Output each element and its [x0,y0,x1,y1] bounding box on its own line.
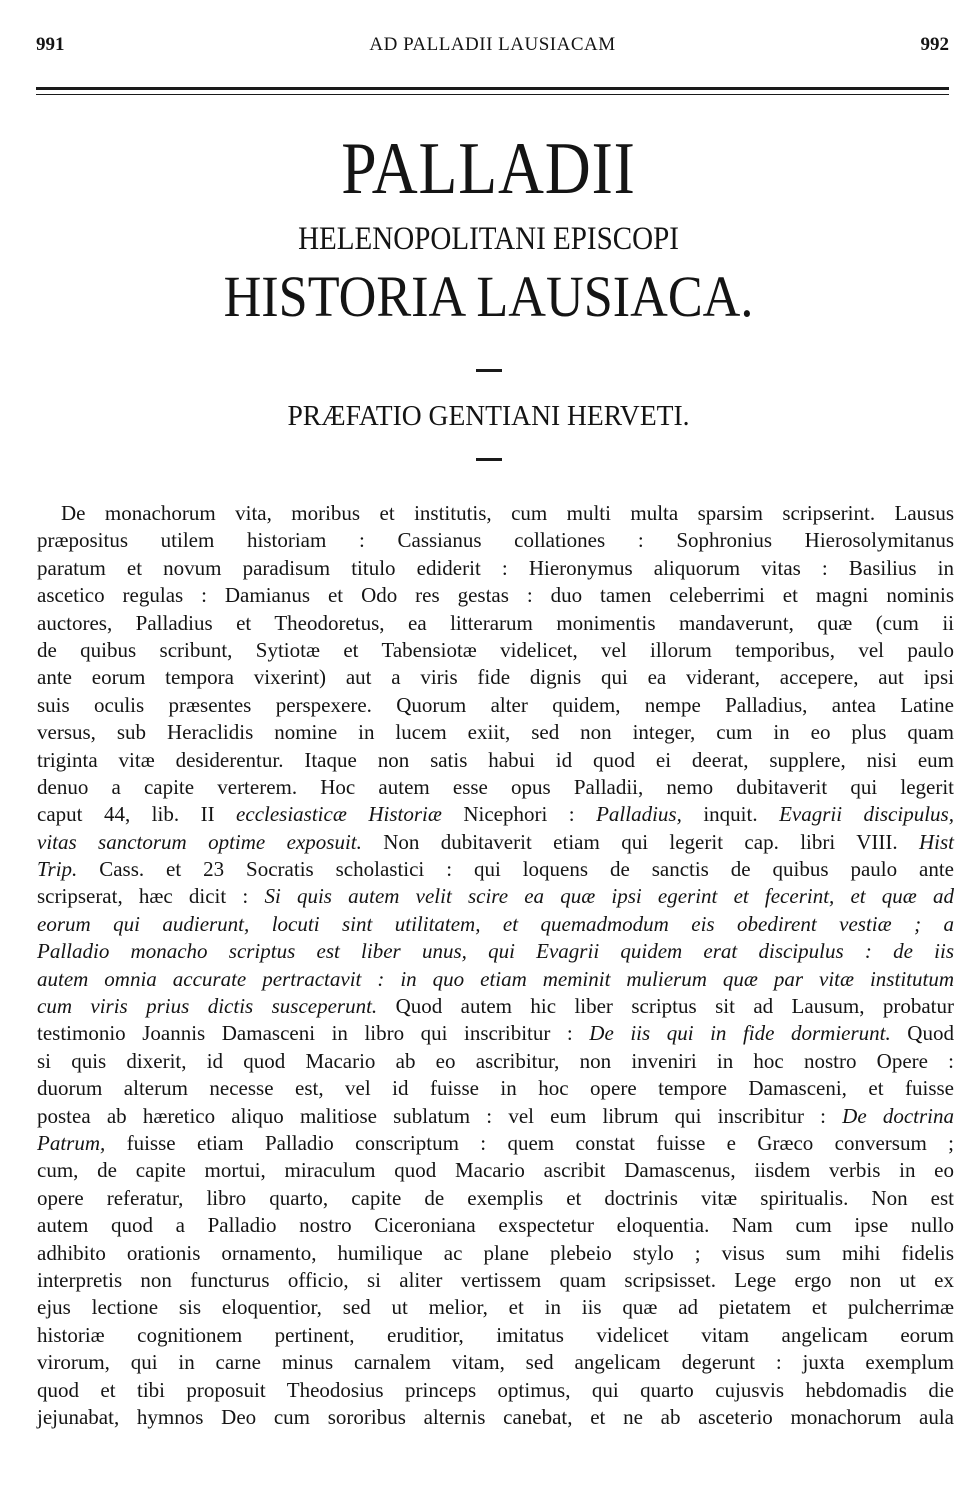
text-line [37,527,954,554]
text-segment: de quibus scribunt, Sytiotæ et Tabensiotæ videlicet, vel illorum temporibus, vel paulo [37,637,954,662]
text-line [37,1157,954,1184]
text-segment: inquit. [681,802,780,827]
text-line [37,883,954,910]
text-segment: postea ab hæretico aliquo malitiose sublatum : vel eum librum qui inscribitur : [37,1103,843,1128]
text-segment: adhibito orationis ornamento, humilique ac plane plebeio stylo ; visus sum mihi fidelis [37,1240,954,1265]
text-line [37,692,954,719]
text-line [37,1103,954,1130]
text-segment: Nicephori : [441,802,597,827]
text-line [37,500,954,527]
author-subtitle: HELENOPOLITANI EPISCOPI [298,221,679,257]
text-segment: ascetico regulas : Damianus et Odo res gestas : duo tamen celeberrimi et magni nominis [37,583,954,608]
text-segment: Cass. et 23 Socratis scholastici : qui loquens de sanctis de quibus paulo ante [77,857,954,882]
text-segment: jejunabat, hymnos Deo cum sororibus alternis canebat, et ne ab asceterio monachorum aula [37,1404,954,1429]
text-segment: fuisse etiam Palladio conscriptum : quem constat fuisse e Græco conversum ; [105,1130,954,1155]
text-segment: virorum, qui in carne minus carnalem vitam, sed angelicam degerunt : juxta exemplum [37,1350,954,1375]
text-line [37,966,954,993]
text-line [37,774,954,801]
text-line [37,582,954,609]
left-column-number: 991 [36,34,65,55]
italic-text: Evagrii discipulus, [779,802,954,827]
text-segment: ejus lectione sis eloquentior, sed ut melior, et in iis quæ ad pietatem et pulcherrimæ [37,1295,954,1320]
text-line [37,1185,954,1212]
text-line [37,1075,954,1102]
italic-text: vitas sanctorum optime exposuit. [37,829,362,854]
title-dash [476,369,502,372]
header-rule-thin [36,94,949,95]
text-line [37,1349,954,1376]
text-line [37,829,954,856]
text-line [37,637,954,664]
text-segment: suis oculis præsentes perspexere. Quorum alter quidem, nempe Palladius, antea Latine [37,692,954,717]
preface-body [37,500,954,1431]
text-line [37,1294,954,1321]
text-segment: auctores, Palladius et Theodoretus, ea litterarum monimentis mandaverunt, quæ (cum ii [37,610,954,635]
title-block [0,128,977,330]
text-segment: triginta vitæ desiderentur. Itaque non satis habui id quod ei deerat, supplere, nisi eum [37,747,954,772]
text-line [37,664,954,691]
text-line [37,1130,954,1157]
text-line [37,1322,954,1349]
text-line [37,1404,954,1431]
text-line [37,610,954,637]
author-title: PALLADII [341,128,636,210]
italic-text: Patrum, [37,1130,106,1155]
text-segment: quod et tibi proposuit Theodosius princeps optimus, qui quarto cujusvis hebdomadis die [37,1377,954,1402]
text-line [37,856,954,883]
text-segment: præpositus utilem historiam : Cassianus collationes : Sophronius Hierosolymitanus [37,528,954,553]
text-line [37,1048,954,1075]
italic-text: Palladius, [596,802,682,827]
italic-text: cum viris prius dictis susceperunt. [37,994,378,1019]
text-line [37,1212,954,1239]
italic-text: autem omnia accurate pertractavit : in quo etiam meminit mulierum quæ par vitæ institutum [37,966,954,991]
text-segment: historiæ cognitionem pertinent, eruditior, imitatus videlicet vitam angelicam eorum [37,1322,954,1347]
text-segment: si quis dixerit, id quod Macario ab eo ascribitur, non inveniri in hoc nostro Opere : [37,1048,954,1073]
text-line [37,801,954,828]
text-line [37,1020,954,1047]
running-head [36,34,949,60]
preface-heading: PRÆFATIO GENTIANI HERVETI. [287,400,690,432]
italic-text: Palladio monacho scriptus est liber unus, qui Evagrii quidem erat discipulus : de iis [37,939,954,964]
text-segment: cum, de capite mortui, miraculum quod Macario ascribit Damascenus, iisdem verbis in eo [37,1158,954,1183]
text-segment: duorum alterum necesse est, vel id fuisse in hoc opere tempore Damasceni, et fuisse [37,1076,954,1101]
text-line [37,719,954,746]
work-title: HISTORIA LAUSIACA. [223,264,754,329]
preface-dash [476,458,502,461]
text-segment: ante eorum tempora vixerint) aut a viris fide dignis qui ea viderant, accepere, aut ipsi [37,665,954,690]
italic-text: eorum qui audierunt, locuti sint utilitatem, et quemadmodum eis obedirent vestiæ ; a [37,911,954,936]
text-segment: autem quod a Palladio nostro Ciceroniana exspectetur eloquentia. Nam cum ipse nullo [37,1213,954,1238]
text-line [37,1267,954,1294]
text-segment: opere referatur, libro quarto, capite de exemplis et doctrinis vitæ spiritualis. Non est [37,1185,954,1210]
text-segment: Non dubitaverit etiam qui legerit cap. libri VIII. [361,829,919,854]
italic-text: Si quis autem velit scire ea quæ ipsi egerint et fecerint, et quæ ad [264,884,954,909]
text-segment: versus, sub Heraclidis nomine in lucem exiit, sed non integer, cum in eo plus quam [37,720,954,745]
text-segment: scripserat, hæc dicit : [37,884,265,909]
text-segment: Quod autem hic liber scriptus sit ad Lausum, probatur [377,994,954,1019]
text-line [37,555,954,582]
text-segment: Quod [890,1021,954,1046]
right-column-number: 992 [920,34,949,55]
italic-text: Trip. [37,857,78,882]
text-line [37,1240,954,1267]
text-line [37,1377,954,1404]
text-line [37,747,954,774]
italic-text: ecclesiasticæ Historiæ [236,802,442,827]
header-rule-thick [36,87,949,90]
text-segment: interpretis non functurus officio, si aliter vertissem quam scripsisset. Lege ergo non ut ex [37,1267,954,1292]
text-line [37,911,954,938]
italic-text: De iis qui in fide dormierunt. [589,1021,891,1046]
running-title: AD PALLADII LAUSIACAM [369,34,616,55]
text-segment: paratum et novum paradisum titulo ediderit : Hieronymus aliquorum vitas : Basilius in [37,555,954,580]
italic-text: Hist [918,829,954,854]
text-segment: caput 44, lib. II [37,802,237,827]
italic-text: De doctrina [842,1103,954,1128]
text-segment: testimonio Joannis Damasceni in libro qui inscribitur : [37,1021,590,1046]
text-segment: De monachorum vita, moribus et institutis, cum multi multa sparsim scripserint. Lausus [61,501,954,525]
text-line [37,993,954,1020]
text-segment: denuo a capite verterem. Hoc autem esse opus Palladii, nemo dubitaverit qui legerit [37,774,954,799]
text-line [37,938,954,965]
